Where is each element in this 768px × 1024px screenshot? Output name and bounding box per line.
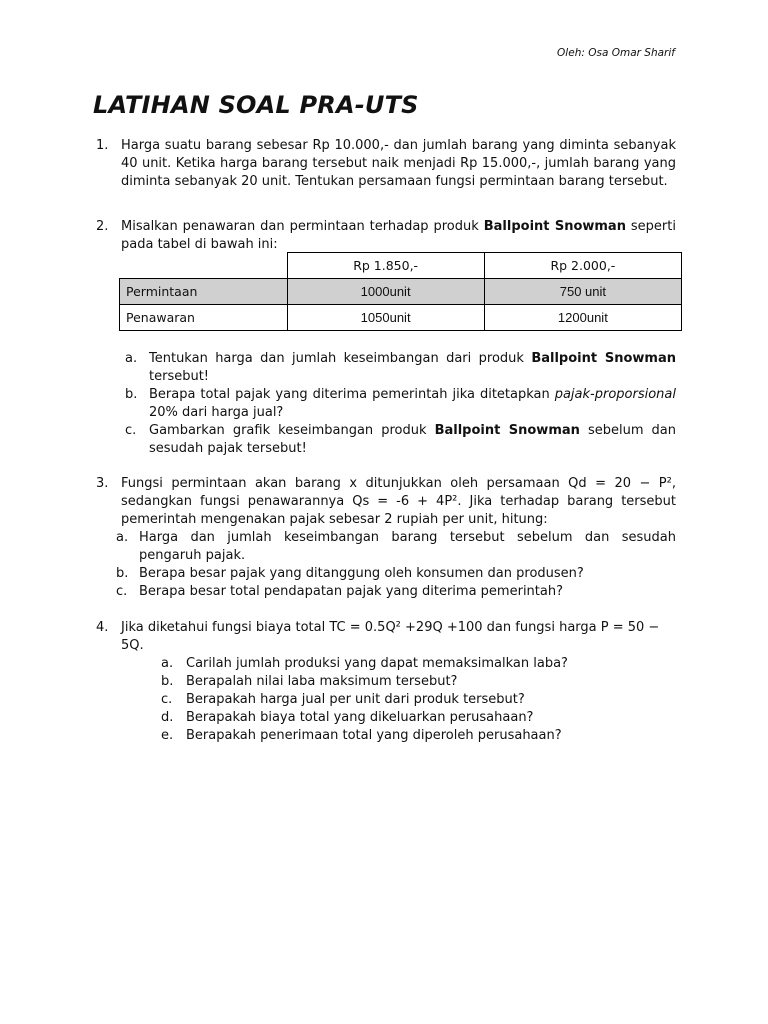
subquestion-letter: b. (161, 674, 174, 689)
question-number: 3. (96, 476, 109, 491)
question-1 (96, 137, 676, 191)
subquestion-item (116, 565, 676, 583)
subquestion-text: Berapalah nilai laba maksimum tersebut? (186, 674, 458, 689)
question-number: 2. (96, 219, 109, 234)
subquestion-item (161, 727, 676, 745)
table-row-label: Permintaan (120, 279, 288, 305)
question-text-part: Misalkan penawaran dan permintaan terhadap produk (121, 219, 484, 234)
question-number: 4. (96, 620, 109, 635)
price-quantity-table (119, 252, 682, 331)
subquestion-item (161, 691, 676, 709)
table-cell: 1000unit (287, 279, 484, 305)
question-text: Jika diketahui fungsi biaya total TC = 0.5Q² +29Q +100 dan fungsi harga P = 50 − 5Q. (121, 620, 660, 653)
table-header-price-1: Rp 1.850,- (287, 253, 484, 279)
subquestion-text: Berapa total pajak yang diterima pemerintah jika ditetapkan (149, 387, 555, 402)
subquestion-item (161, 655, 676, 673)
subquestion-item (161, 673, 676, 691)
subquestion-text: Berapakah harga jual per unit dari produk tersebut? (186, 692, 525, 707)
subquestion-text: 20% dari harga jual? (149, 405, 284, 420)
subquestion-text: Berapakah penerimaan total yang diperoleh perusahaan? (186, 728, 562, 743)
table-cell: 1200unit (484, 305, 681, 331)
page-title: LATIHAN SOAL PRA-UTS (93, 91, 419, 119)
product-name: Ballpoint Snowman (434, 423, 580, 438)
question-text (121, 218, 676, 254)
subquestion-letter: c. (116, 584, 128, 599)
table-corner-cell (120, 253, 288, 279)
question-2 (96, 218, 676, 254)
question-3 (96, 475, 676, 601)
table-cell: 1050unit (287, 305, 484, 331)
table-header-row (120, 253, 682, 279)
subquestion-letter: a. (125, 351, 138, 366)
question-text: Fungsi permintaan akan barang x ditunjukkan oleh persamaan Qd = 20 − P², sedangkan fungsi penawarannya Qs = -6 + 4P². Jika terhadap barang tersebut pemerintah mengenakan pajak sebesar 2 rupiah per unit, hitung: (121, 476, 676, 527)
subquestion-text: sebelum dan sesudah pajak tersebut! (149, 423, 676, 456)
table-row (120, 279, 682, 305)
question-2-subquestions (96, 350, 676, 458)
subquestion-text: Harga dan jumlah keseimbangan barang tersebut sebelum dan sesudah pengaruh pajak. (139, 530, 676, 563)
subquestion-letter: a. (116, 530, 129, 545)
product-name: Ballpoint Snowman (531, 351, 676, 366)
table-header-price-2: Rp 2.000,- (484, 253, 681, 279)
subquestion-item (121, 422, 676, 458)
subquestion-item (161, 709, 676, 727)
subquestion-item (116, 583, 676, 601)
subquestion-text: Berapa besar pajak yang ditanggung oleh konsumen dan produsen? (139, 566, 584, 581)
subquestion-item (116, 529, 676, 565)
question-text-part: seperti pada tabel di bawah ini: (121, 219, 676, 252)
question-4 (96, 619, 676, 745)
subquestion-letter: a. (161, 656, 174, 671)
table-cell: 750 unit (484, 279, 681, 305)
question-number: 1. (96, 138, 109, 153)
subquestion-letter: b. (125, 387, 138, 402)
author-credit: Oleh: Osa Omar Sharif (557, 47, 675, 59)
subquestion-letter: b. (116, 566, 129, 581)
table-row-label: Penawaran (120, 305, 288, 331)
subquestion-text: Gambarkan grafik keseimbangan produk (149, 423, 435, 438)
subquestion-text: Tentukan harga dan jumlah keseimbangan dari produk (149, 351, 532, 366)
subquestion-text: Berapakah biaya total yang dikeluarkan perusahaan? (186, 710, 534, 725)
subquestion-item (121, 386, 676, 422)
subquestion-text: tersebut! (149, 369, 210, 384)
subquestion-letter: e. (161, 728, 174, 743)
question-text: Harga suatu barang sebesar Rp 10.000,- dan jumlah barang yang diminta sebanyak 40 unit. Ketika harga barang tersebut naik menjadi Rp 15.000,-, jumlah barang yang diminta sebanyak 20 unit. Tentukan persamaan fungsi permintaan barang tersebut. (121, 138, 676, 189)
subquestion-letter: c. (125, 423, 137, 438)
subquestion-item (121, 350, 676, 386)
subquestion-letter: c. (161, 692, 173, 707)
product-name: Ballpoint Snowman (483, 219, 626, 234)
subquestion-text: Berapa besar total pendapatan pajak yang diterima pemerintah? (139, 584, 563, 599)
subquestion-letter: d. (161, 710, 174, 725)
subquestion-text: Carilah jumlah produksi yang dapat memaksimalkan laba? (186, 656, 568, 671)
table-row (120, 305, 682, 331)
tax-term: pajak-proporsional (554, 387, 676, 402)
